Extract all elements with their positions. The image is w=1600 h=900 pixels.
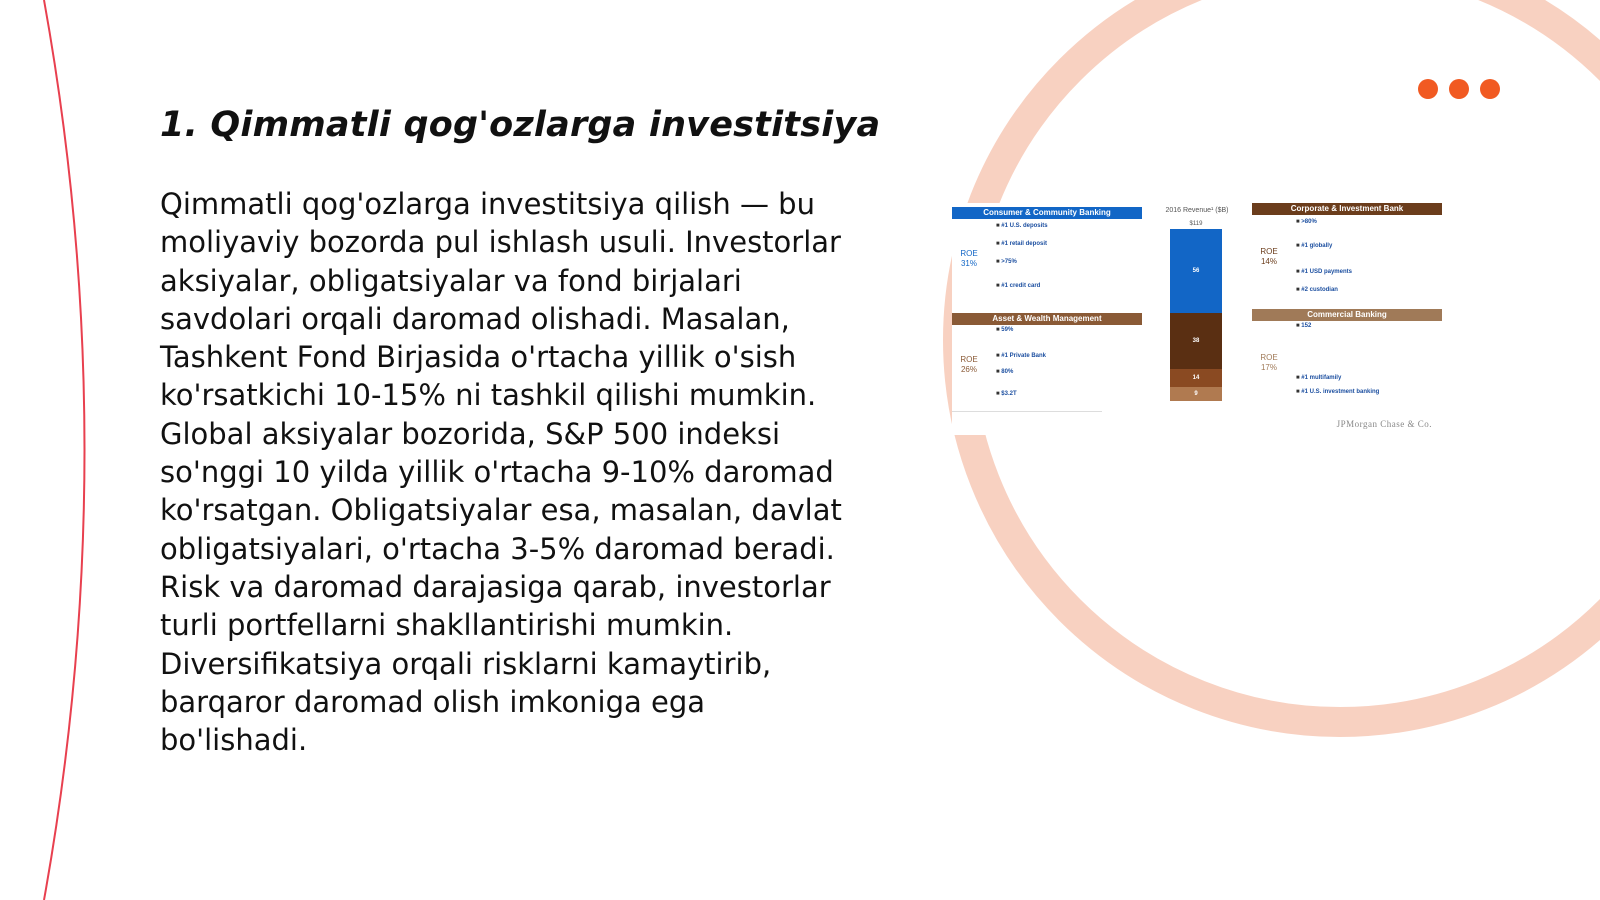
segment-header-cib: Corporate & Investment Bank bbox=[1252, 203, 1442, 215]
jpmorgan-logo: JPMorgan Chase & Co. bbox=[1336, 419, 1432, 429]
roe-cib: ROE 14% bbox=[1260, 247, 1278, 266]
bullet: ■ $3.2T bbox=[996, 391, 1017, 397]
chart-title: 2016 Revenue¹ ($B) bbox=[1165, 207, 1229, 214]
segment-overview-image bbox=[952, 203, 1442, 435]
segment-header-cb: Commercial Banking bbox=[1252, 309, 1442, 321]
bullet: ■ #1 multifamily bbox=[1296, 375, 1342, 381]
bullet: ■ 59% bbox=[996, 327, 1014, 333]
divider bbox=[952, 411, 1102, 412]
bullet: ■ #2 custodian bbox=[1296, 287, 1338, 293]
slide-title: 1. Qimmatli qog'ozlarga investitsiya bbox=[160, 105, 881, 145]
bullet: ■ #1 U.S. investment banking bbox=[1296, 389, 1380, 395]
bullet: ■ #1 globally bbox=[1296, 243, 1333, 249]
bullet: ■ #1 credit card bbox=[996, 283, 1041, 289]
bullet: ■ #1 retail deposit bbox=[996, 241, 1047, 247]
bullet: ■ #1 USD payments bbox=[1296, 269, 1352, 275]
roe-awm: ROE 26% bbox=[960, 355, 978, 374]
slide-body-text: Qimmatli qog'ozlarga investitsiya qilish — bu moliyaviy bozorda pul ishlash usuli. Investorlar aksiyalar, obligatsiyalar va fond birjalari savdolari orqali daromad olishadi. Masalan, Tashkent Fond Birjasida o'rtacha yillik o'sish ko'rsatkichi 10-15% ni tashkil qilishi mumkin. Global aksiyalar bozorida, S&P 500 indeksi so'nggi 10 yilda yillik o'rtacha 9-10% daromad ko'rsatgan. Obligatsiyalar esa, masalan, davlat obligatsiyalari, o'rtacha 3-5% daromad beradi. Risk va daromad darajasiga qarab, investorlar turli portfellarni shakllantirishi mumkin. Diversifikatsiya orqali risklarni kamaytirib, barqaror daromad olish imkoniga ega bo'lishadi. bbox=[160, 187, 842, 758]
bar-total: $119 bbox=[1189, 221, 1203, 227]
bullet: ■ >80% bbox=[1296, 219, 1317, 225]
segment-header-ccb: Consumer & Community Banking bbox=[952, 207, 1142, 219]
bullet: ■ #1 Private Bank bbox=[996, 353, 1046, 359]
bar-cib: 38 bbox=[1170, 313, 1222, 369]
bar-awm: 9 bbox=[1170, 387, 1222, 401]
bar-ccb: 56 bbox=[1170, 229, 1222, 313]
dot bbox=[1418, 79, 1438, 99]
roe-cb: ROE 17% bbox=[1260, 353, 1278, 372]
bullet: ■ #1 U.S. deposits bbox=[996, 223, 1048, 229]
roe-ccb: ROE 31% bbox=[960, 249, 978, 268]
bar-cb: 14 bbox=[1170, 369, 1222, 387]
bullet: ■ 152 bbox=[1296, 323, 1312, 329]
bullet: ■ 80% bbox=[996, 369, 1014, 375]
dot bbox=[1480, 79, 1500, 99]
segment-header-awm: Asset & Wealth Management bbox=[952, 313, 1142, 325]
left-curve-line bbox=[44, 0, 85, 900]
decorative-dots bbox=[1418, 79, 1500, 99]
dot bbox=[1449, 79, 1469, 99]
bullet: ■ >75% bbox=[996, 259, 1017, 265]
